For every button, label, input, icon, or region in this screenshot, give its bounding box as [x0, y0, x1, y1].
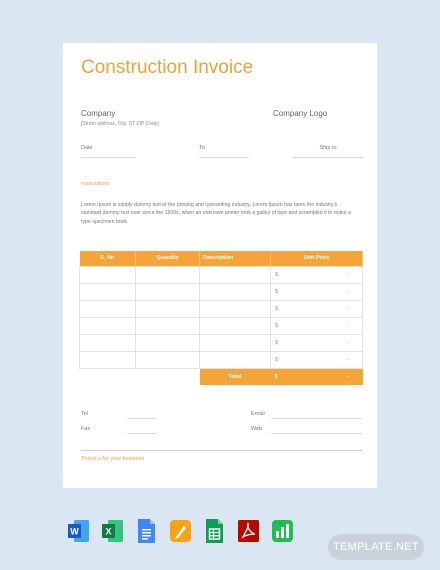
footer-divider — [81, 450, 362, 451]
company-name: Company — [81, 109, 116, 118]
company-logo: Company Logo — [273, 109, 328, 118]
email-label: Email — [251, 411, 265, 417]
google-sheets-icon[interactable] — [203, 518, 226, 544]
total-label: Total — [200, 368, 271, 385]
cell-value: - — [346, 339, 348, 346]
cell-currency: $ — [275, 339, 279, 346]
svg-text:W: W — [70, 526, 79, 537]
total-currency: $ — [274, 373, 278, 380]
numbers-icon[interactable] — [271, 518, 294, 544]
instructions-heading: Instructions — [81, 181, 110, 187]
fax-line — [127, 433, 157, 434]
date-label: Date — [81, 145, 93, 151]
web-line — [271, 433, 362, 434]
items-table — [79, 251, 363, 385]
table-row — [80, 283, 363, 300]
cell-currency: $ — [275, 271, 279, 278]
date-field — [81, 145, 136, 158]
cell-currency: $ — [275, 356, 279, 363]
header-description: Description — [200, 251, 271, 266]
cell-currency: $ — [275, 322, 279, 329]
excel-icon[interactable] — [101, 518, 124, 544]
pdf-icon[interactable] — [237, 518, 260, 544]
pages-icon[interactable] — [169, 518, 192, 544]
header-sno: S. No — [80, 251, 136, 266]
to-field — [199, 145, 249, 158]
cell-value: - — [346, 288, 348, 295]
cell-value: - — [346, 305, 348, 312]
table-header-row — [80, 251, 363, 266]
total-row — [80, 368, 363, 385]
invoice-sheet — [63, 43, 377, 488]
instructions-text: Lorem Ipsum is simply dummy text of the printing and typesetting industry. Lorem Ipsum has been the industry's standard dummy text ever since the 1500s, when an unknown printer took a galley of type and scrambled it to make a type specimen book. — [81, 202, 351, 225]
word-icon[interactable] — [67, 518, 90, 544]
cell-value: - — [346, 356, 348, 363]
email-line — [271, 418, 362, 419]
cell-value: - — [346, 271, 348, 278]
table-row — [80, 334, 363, 351]
table-row — [80, 351, 363, 368]
template-net-badge[interactable]: TEMPLATE.NET — [328, 534, 424, 560]
tel-label: Tel — [81, 411, 89, 417]
google-docs-icon[interactable] — [135, 518, 158, 544]
ship-to-label: Ship to — [319, 145, 337, 151]
svg-text:X: X — [105, 526, 112, 537]
invoice-title: Construction Invoice — [81, 57, 254, 78]
fax-label: Fax — [81, 426, 91, 432]
header-quantity: Quantity — [136, 251, 200, 266]
table-row — [80, 266, 363, 283]
company-address: [Street address, City, ST ZIP Code] — [81, 121, 159, 127]
web-label: Web — [251, 426, 263, 432]
to-label: To — [199, 145, 205, 151]
thank-you-note: Thank u for your business — [81, 456, 145, 462]
cell-currency: $ — [275, 305, 279, 312]
ship-to-field — [293, 145, 363, 158]
app-icons — [67, 518, 294, 544]
header-unit-price: Unit Price — [271, 251, 363, 266]
tel-line — [127, 418, 157, 419]
table-row — [80, 317, 363, 334]
cell-value: - — [346, 322, 348, 329]
table-row — [80, 300, 363, 317]
total-value: - — [346, 373, 349, 380]
cell-currency: $ — [275, 288, 279, 295]
